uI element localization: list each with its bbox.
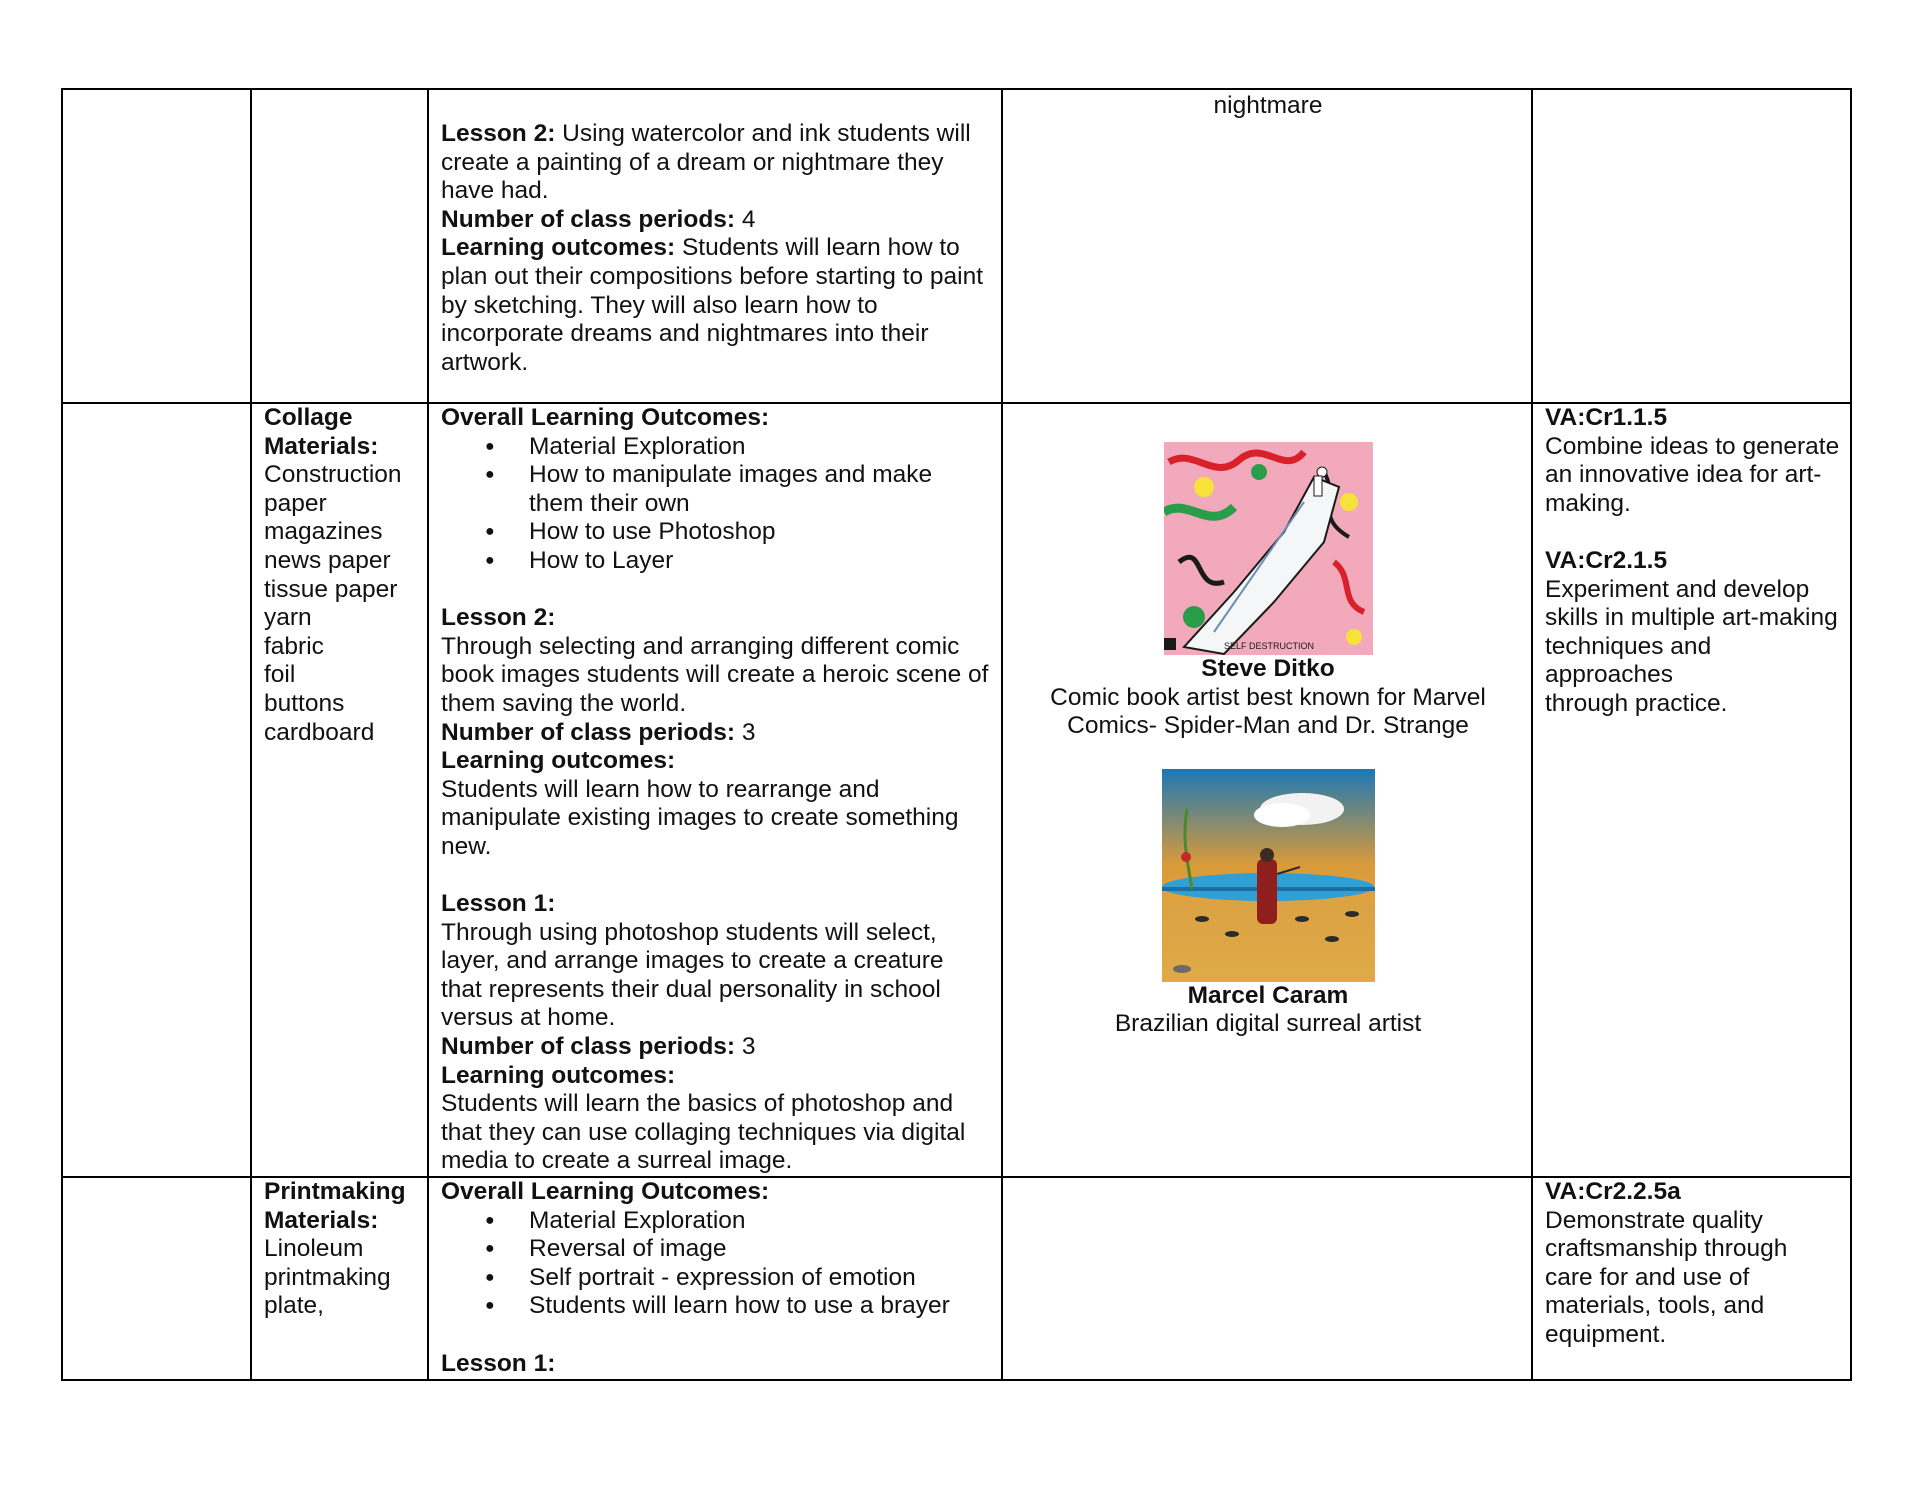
curriculum-table [61, 88, 1852, 1381]
artist-description: Brazilian digital surreal artist [1114, 1010, 1422, 1038]
standard-text: Combine ideas to generate an innovative idea for art-making. [1545, 432, 1840, 517]
periods-value: 3 [735, 1033, 756, 1061]
cell-artists [1002, 1177, 1532, 1380]
cell-unit [251, 89, 428, 403]
class-periods [441, 719, 991, 748]
material-item: printmaking [264, 1263, 391, 1291]
material-item: news paper [264, 546, 391, 574]
periods-value: 4 [735, 205, 756, 233]
list-item: ● Material Exploration [485, 433, 991, 462]
learning-outcomes [441, 234, 991, 377]
material-item: cardboard [264, 718, 375, 746]
table-row-dream [62, 89, 1851, 403]
cell-standards [1532, 89, 1851, 403]
material-item: yarn [264, 604, 312, 632]
cell-lessons [428, 1177, 1002, 1380]
cell-blank [62, 403, 251, 1177]
material-item: tissue paper [264, 575, 398, 603]
list-item: ● Reversal of image [485, 1235, 991, 1264]
overall-outcomes-list [441, 1207, 991, 1321]
standard-code: VA:Cr2.1.5 [1545, 546, 1668, 574]
standard-code: VA:Cr2.2.5a [1545, 1178, 1681, 1206]
material-item: magazines [264, 518, 383, 546]
standard-text: through practice. [1545, 689, 1728, 717]
outcomes-text: Students will learn how to plan out their compositions before starting to paint by sketching. They will also learn how to incorporate dreams and nightmares into their artwork. [441, 234, 984, 376]
cell-blank [62, 1177, 251, 1380]
cell-lessons [428, 89, 1002, 403]
lesson-2-text: Through selecting and arranging different comic book images students will create a heroic scene of them saving the world. [441, 632, 989, 717]
artist-name: Steve Ditko [1201, 655, 1335, 682]
cell-unit [251, 1177, 428, 1380]
standard-text: Experiment and develop skills in multiple art-making techniques and approaches [1545, 575, 1838, 689]
lesson-2-heading: Lesson 2: [441, 604, 556, 632]
overall-outcomes-list [441, 433, 991, 576]
outcomes-label: Learning outcomes: [441, 234, 676, 262]
material-item: plate, [264, 1292, 324, 1320]
standard-text: Demonstrate quality craftsmanship through care for and use of materials, tools, and equipment. [1545, 1206, 1788, 1348]
unit-title: Collage [264, 404, 353, 431]
unit-title: Printmaking [264, 1178, 406, 1206]
materials-label: Materials: [264, 1206, 379, 1234]
materials-label: Materials: [264, 432, 379, 460]
steve-ditko-artwork-image [1164, 442, 1373, 655]
cell-unit [251, 403, 428, 1177]
lesson-1-text: Through using photoshop students will select, layer, and arrange images to create a creature that represents their dual personality in school versus at home. [441, 918, 944, 1032]
cell-artists [1002, 403, 1532, 1177]
material-item: fabric [264, 632, 324, 660]
overall-outcomes-heading: Overall Learning Outcomes: [441, 1178, 770, 1206]
outcomes-text: Students will learn the basics of photoshop and that they can use collaging techniques via digital media to create a surreal image. [441, 1090, 966, 1175]
cell-blank [62, 89, 251, 403]
artwork-caption-text: SELF DESTRUCTION [1223, 641, 1314, 651]
table-row-collage [62, 403, 1851, 1177]
cell-standards [1532, 1177, 1851, 1380]
list-item: ● Self portrait - expression of emotion [485, 1264, 991, 1293]
lesson-1-heading: Lesson 1: [441, 1349, 556, 1377]
cell-lessons [428, 403, 1002, 1177]
periods-label: Number of class periods: [441, 205, 736, 233]
list-item: ● Students will learn how to use a brayer [485, 1292, 991, 1321]
lesson-text: Using watercolor and ink students will create a painting of a dream or nightmare they have had. [441, 120, 971, 205]
list-item: ● How to Layer [485, 547, 991, 576]
overall-outcomes-heading: Overall Learning Outcomes: [441, 404, 770, 431]
lesson-label: Lesson 2: [441, 120, 556, 147]
material-item: buttons [264, 689, 345, 717]
periods-label: Number of class periods: [441, 1033, 736, 1061]
marcel-caram-artwork-image [1162, 769, 1375, 982]
cell-artists [1002, 89, 1532, 403]
class-periods [441, 1033, 991, 1062]
periods-value: 3 [735, 718, 756, 746]
lesson-1-heading: Lesson 1: [441, 890, 556, 918]
lesson-2-paragraph [441, 120, 991, 206]
material-item: Linoleum [264, 1235, 364, 1263]
list-item: ● Material Exploration [485, 1207, 991, 1236]
artist-description: Comic book artist best known for Marvel Comics- Spider-Man and Dr. Strange [1050, 683, 1486, 740]
cell-standards [1532, 403, 1851, 1177]
periods-label: Number of class periods: [441, 718, 736, 746]
outcomes-text: Students will learn how to rearrange and manipulate existing images to create something new. [441, 775, 959, 860]
outcomes-label: Learning outcomes: [441, 1061, 676, 1089]
material-item: Construction paper [264, 461, 402, 517]
standard-code: VA:Cr1.1.5 [1545, 404, 1668, 431]
table-row-printmaking [62, 1177, 1851, 1380]
material-item: foil [264, 661, 296, 689]
list-item: ● How to manipulate images and make them their own [485, 461, 991, 518]
list-item: ● How to use Photoshop [485, 518, 991, 547]
class-periods [441, 206, 991, 235]
artist-caption-fragment: nightmare [1213, 92, 1323, 119]
outcomes-label: Learning outcomes: [441, 747, 676, 775]
artist-name: Marcel Caram [1187, 981, 1349, 1009]
